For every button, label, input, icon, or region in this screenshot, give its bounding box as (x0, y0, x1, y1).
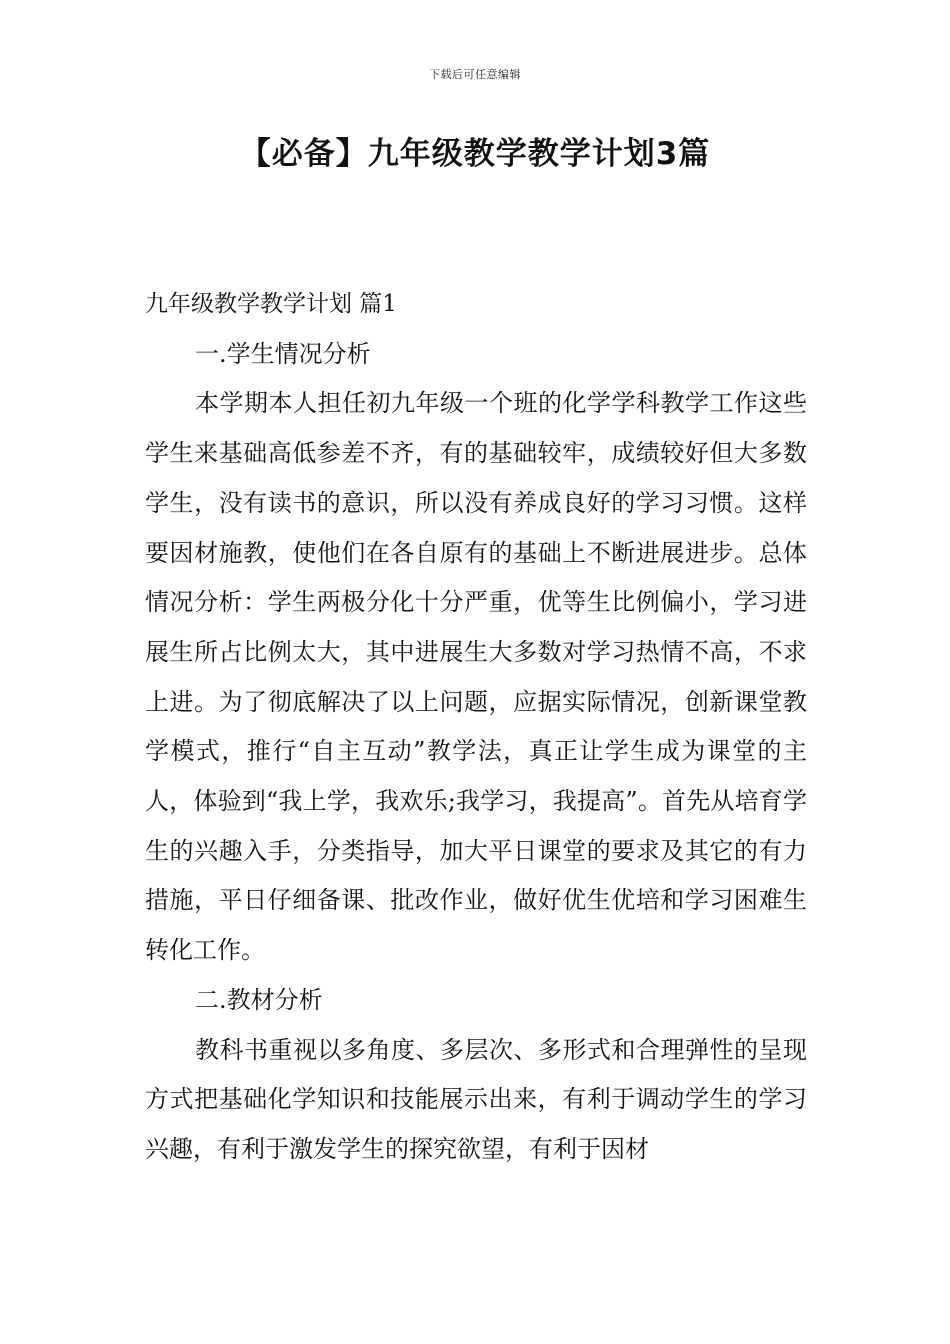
part2-heading: 二.教材分析 (195, 985, 323, 1014)
section-title: 九年级教学教学计划 篇1 (145, 291, 397, 317)
header-note: 下载后可任意编辑 (429, 68, 521, 81)
document-title: 【必备】九年级教学教学计划3篇 (239, 136, 711, 172)
part1-heading: 一.学生情况分析 (195, 339, 371, 368)
document-body (145, 280, 807, 1175)
part1-paragraph: 本学期本人担任初九年级一个班的化学学科教学工作这些学生来基础高低参差不齐，有的基础较牢，成绩较好但大多数学生，没有读书的意识，所以没有养成良好的学习习惯。这样要因材施教，使他们在各自原有的基础上不断进展进步。总体情况分析：学生两极分化十分严重，优等生比例偏小，学习进展生所占比例太大，其中进展生大多数对学习热情不高，不求上进。为了彻底解决了以上问题，应据实际情况，创新课堂教学模式，推行“自主互动”教学法，真正让学生成为课堂的主人，体验到“我上学，我欢乐;我学习，我提高”。首先从培育学生的兴趣入手，分类指导，加大平日课堂的要求及其它的有力措施，平日仔细备课、批改作业，做好优生优培和学习困难生转化工作。 (145, 389, 807, 965)
part2-paragraph: 教科书重视以多角度、多层次、多形式和合理弹性的呈现方式把基础化学知识和技能展示出来，有利于调动学生的学习兴趣，有利于激发学生的探究欲望，有利于因材 (145, 1035, 807, 1163)
